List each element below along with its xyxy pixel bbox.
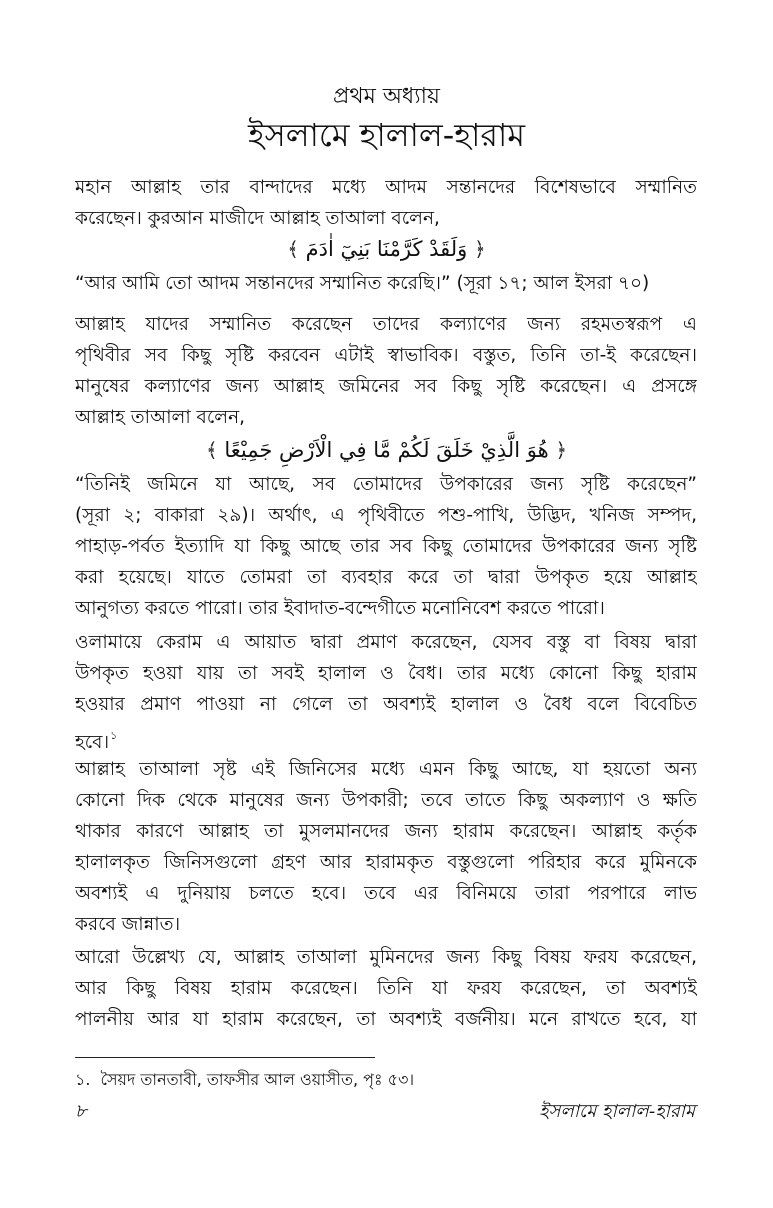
footnote-text: সৈয়দ তানতাবী, তাফসীর আল ওয়াসীত, পৃঃ ৫৩। (100, 1070, 415, 1089)
verse-arabic-text: وَلَقَدْ كَرَّمْنَا بَنِيٓ اٰدَمَ (305, 237, 468, 261)
verse-ornament-close-icon: ﴾ (205, 438, 218, 462)
body-line: করা হয়েছে। যাতে তোমরা তা ব্যবহার করে তা দ্বারা উপকৃত হয়ে আল্লাহ (75, 567, 697, 588)
running-title: ইসলামে হালাল-হারাম (539, 1101, 695, 1122)
footnote-number: ১. (75, 1070, 91, 1089)
verse-ornament-close-icon: ﴾ (287, 237, 299, 261)
body-line (75, 722, 697, 757)
body-line: “তিনিই জমিনে যা আছে, সব তোমাদের উপকারের জন্য সৃষ্টি করেছেন” (75, 474, 697, 495)
body-line: পালনীয় আর যা হারাম করেছেন, তা অবশ্যই বর্জনীয়। মনে রাখতে হবে, যা (75, 1009, 697, 1030)
body-line: হালালকৃত জিনিসগুলো গ্রহণ আর হারামকৃত বস্তুগুলো পরিহার করে মুমিনকে (75, 852, 697, 873)
quran-verse-2 (0, 434, 773, 466)
body-line: করবে জান্নাত। (75, 914, 181, 935)
body-line: আল্লাহ তাআলা সৃষ্ট এই জিনিসের মধ্যে এমন কিছু আছে, যা হয়তো অন্য (75, 759, 697, 780)
verse-ornament-open-icon: ﴿ (555, 438, 568, 462)
verse-ornament-open-icon: ﴿ (474, 237, 486, 261)
body-line: থাকার কারণে আল্লাহ তা মুসলমানদের জন্য হারাম করেছেন। আল্লাহ কর্তৃক (75, 821, 697, 842)
body-line: আল্লাহ যাদের সম্মানিত করেছেন তাদের কল্যাণের জন্য রহমতস্বরূপ এ (75, 314, 697, 335)
body-line: অবশ্যই এ দুনিয়ায় চলতে হবে। তবে এর বিনিময়ে তারা পরপারে লাভ (75, 883, 697, 904)
body-line: আনুগত্য করতে পারো। তার ইবাদাত-বন্দেগীতে মনোনিবেশ করতে পারো। (75, 598, 605, 619)
chapter-title: ইসলামে হালাল-হারাম (247, 116, 526, 154)
quran-verse-1 (0, 233, 773, 265)
verse-translation: “আর আমি তো আদম সন্তানদের সম্মানিত করেছি।” (সূরা ১৭; আল ইসরা ৭০) (75, 273, 650, 294)
verse-arabic-text: هُوَ الَّذِيْ خَلَقَ لَكُمْ مَّا فِي الْاَرْضِ جَمِيْعًا (224, 438, 549, 462)
body-line: উপকৃত হওয়া যায় তা সবই হালাল ও বৈধ। তার মধ্যে কোনো কিছু হারাম (75, 663, 697, 684)
body-line: ওলামায়ে কেরাম এ আয়াত দ্বারা প্রমাণ করেছেন, যেসব বস্তু বা বিষয় দ্বারা (75, 632, 697, 653)
body-line: পাহাড়-পর্বত ইত্যাদি যা কিছু আছে তার সব কিছু তোমাদের উপকারের জন্য সৃষ্টি (75, 536, 697, 557)
body-line: পৃথিবীর সব কিছু সৃষ্টি করবেন এটাই স্বাভাবিক। বস্তুত, তিনি তা-ই করেছেন। (75, 345, 697, 366)
body-line: হওয়ার প্রমাণ পাওয়া না গেলে তা অবশ্যই হালাল ও বৈধ বলে বিবেচিত (75, 694, 697, 715)
footnote-reference[interactable]: ১ (110, 729, 118, 742)
chapter-label: প্রথম অধ্যায় (333, 84, 440, 109)
body-line: কোনো দিক থেকে মানুষের জন্য উপকারী; তবে তাতে কিছু অকল্যাণ ও ক্ষতি (75, 790, 697, 811)
body-line: আল্লাহ তাআলা বলেন, (75, 407, 245, 428)
body-line: করেছেন। কুরআন মাজীদে আল্লাহ তাআলা বলেন, (75, 208, 440, 229)
body-text: হবে। (75, 732, 110, 753)
body-line: আর কিছু বিষয় হারাম করেছেন। তিনি যা ফরয করেছেন, তা অবশ্যই (75, 978, 697, 999)
body-line: মানুষের কল্যাণের জন্য আল্লাহ জমিনের সব কিছু সৃষ্টি করেছেন। এ প্রসঙ্গে (75, 376, 697, 397)
footnote-divider (75, 1057, 375, 1058)
page-number: ৮ (75, 1101, 87, 1122)
body-line: আরো উল্লেখ্য যে, আল্লাহ তাআলা মুমিনদের জন্য কিছু বিষয় ফরয করেছেন, (75, 947, 697, 968)
footnote (75, 1068, 414, 1092)
body-line: মহান আল্লাহ তার বান্দাদের মধ্যে আদম সন্তানদের বিশেষভাবে সম্মানিত (75, 177, 697, 198)
body-line: (সূরা ২; বাকারা ২৯)। অর্থাৎ, এ পৃথিবীতে পশু-পাখি, উদ্ভিদ, খনিজ সম্পদ, (75, 505, 697, 526)
